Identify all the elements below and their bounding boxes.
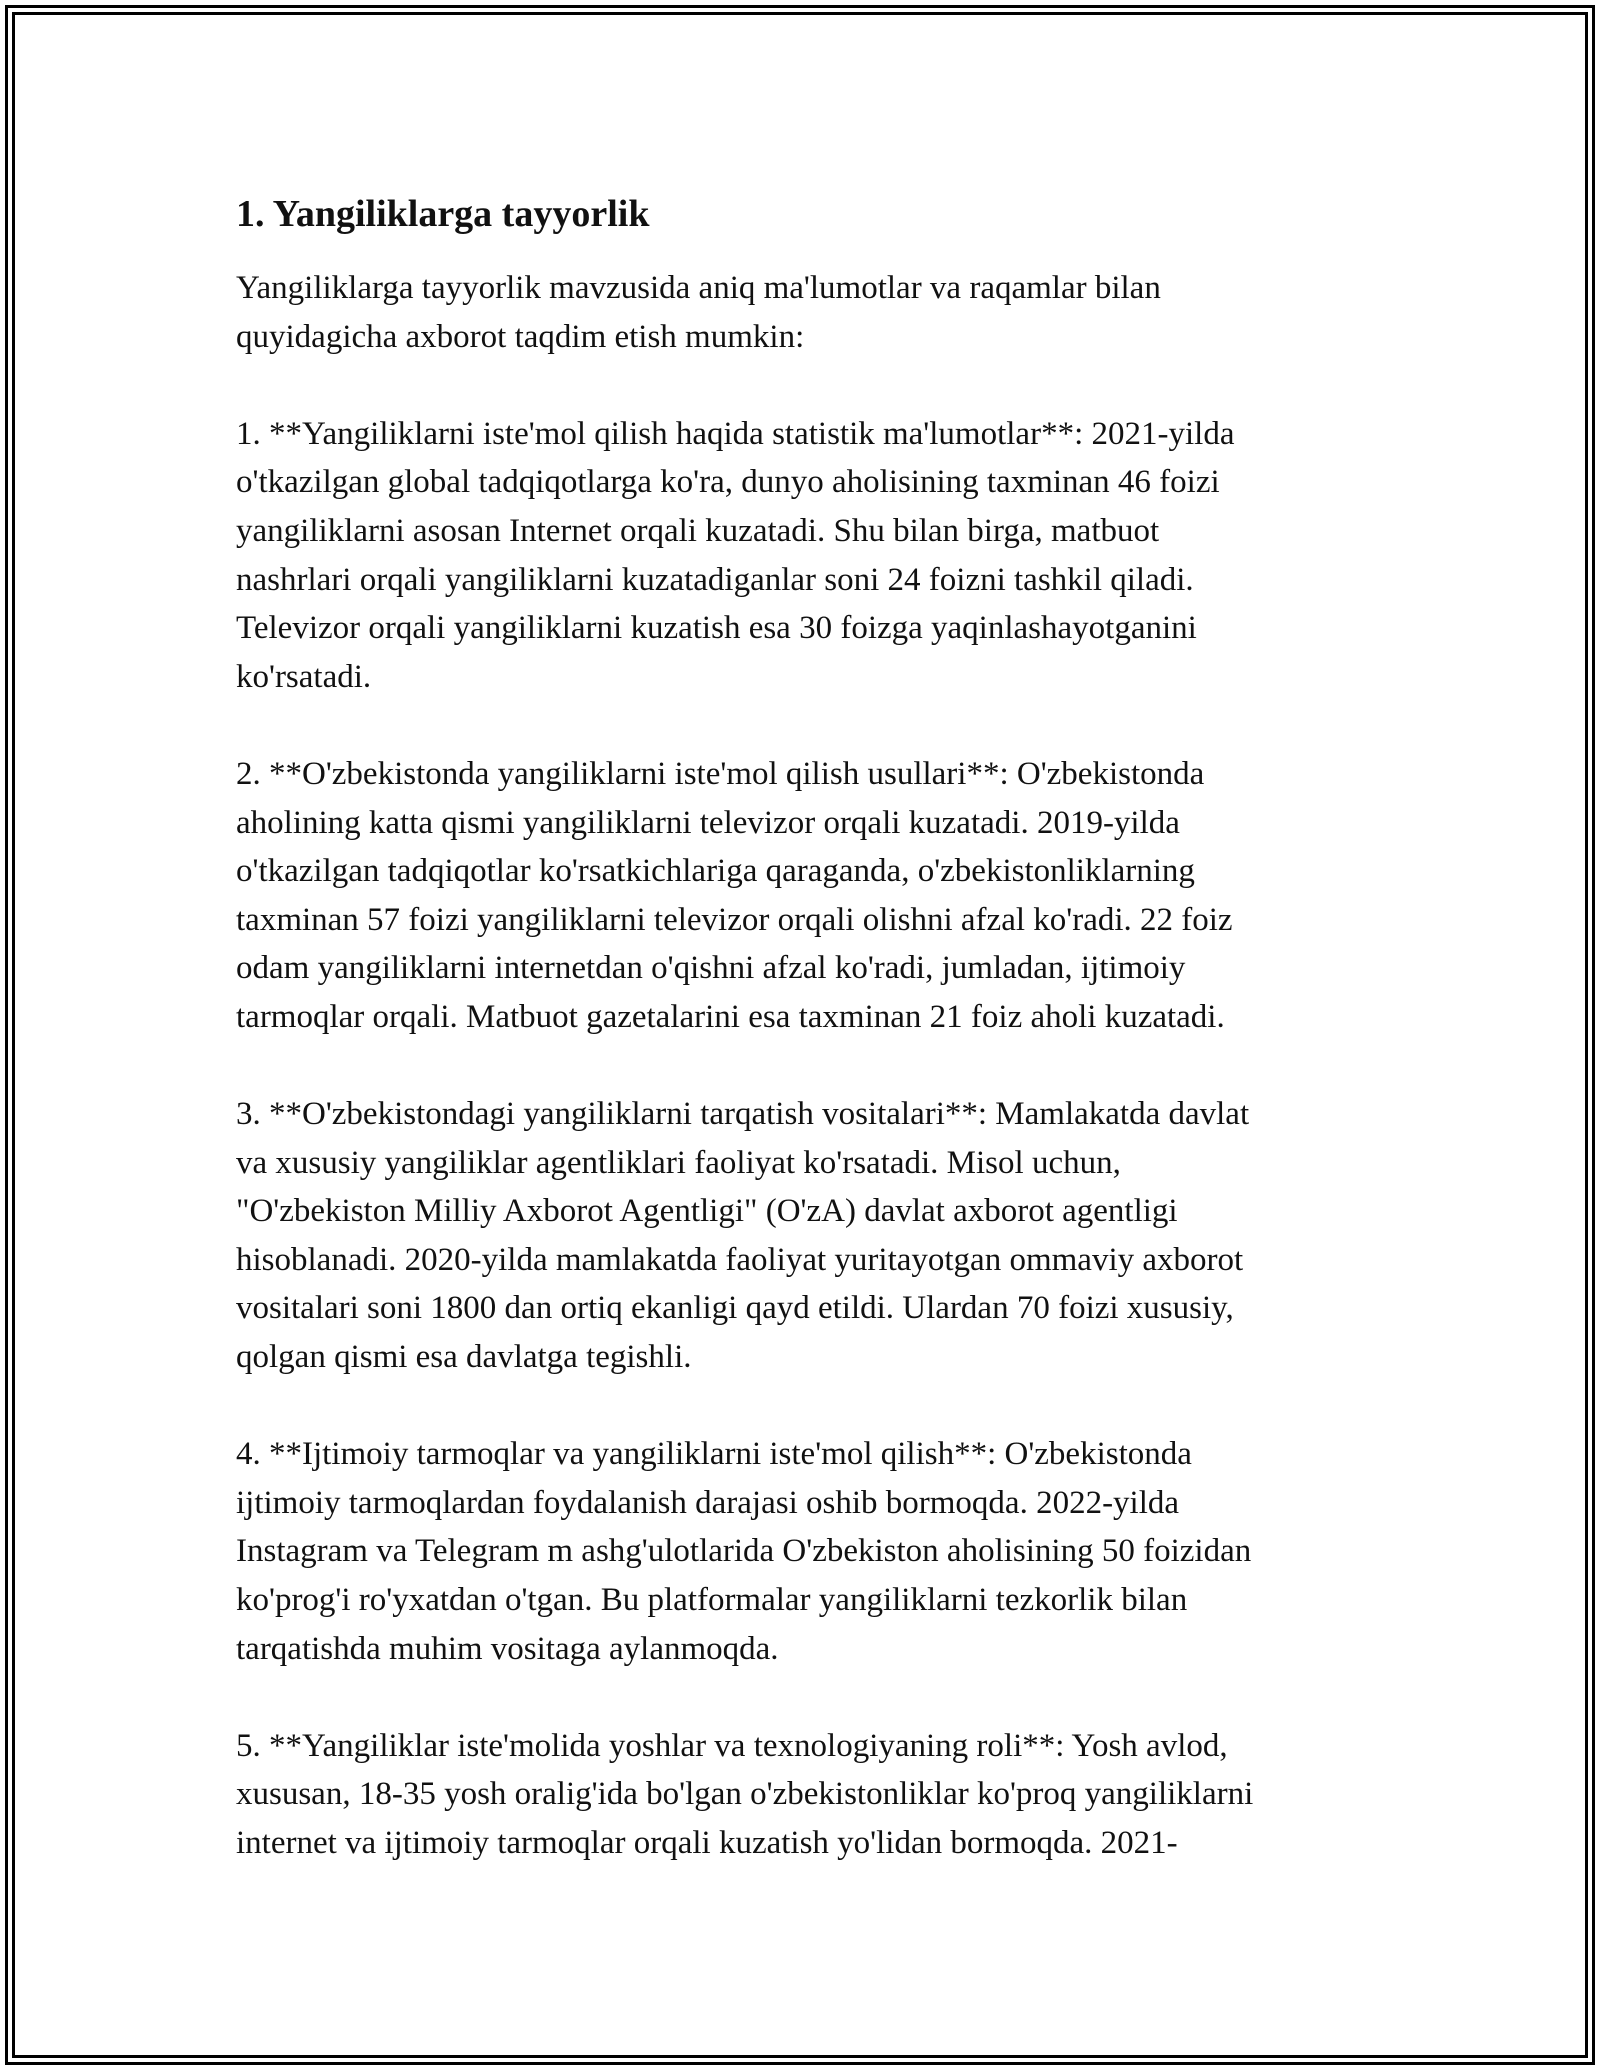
intro-paragraph: Yangiliklarga tayyorlik mavzusida aniq ma'lumotlar va raqamlar bilan quyidagicha axborot taqdim etish mumkin: xyxy=(236,270,1161,355)
document-page xyxy=(236,188,1376,1916)
paragraph-3: 3. **O'zbekistondagi yangiliklarni tarqatish vositalari**: Mamlakatda davlat va xususiy yangiliklar agentliklari faoliyat ko'rsatadi. Misol uchun, "O'zbekiston Milliy Axborot Agentligi" (O'zA) davlat axborot agentligi hisoblanadi. 2020-yilda mamlakatda faoliyat yuritayotgan ommaviy axborot vositalari soni 1800 dan ortiq ekanligi qayd etildi. Ulardan 70 foizi xususiy, qolgan qismi esa davlatga tegishli. xyxy=(236,1096,1250,1376)
paragraph-2: 2. **O'zbekistonda yangiliklarni iste'mol qilish usullari**: O'zbekistonda aholining katta qismi yangiliklarni televizor orqali kuzatadi. 2019-yilda o'tkazilgan tadqiqotlar ko'rsatkichlariga qaraganda, o'zbekistonliklarning taxminan 57 foizi yangiliklarni televizor orqali olishni afzal ko'radi. 22 foiz odam yangiliklarni internetdan o'qishni afzal ko'radi, jumladan, ijtimoiy tarmoqlar orqali. Matbuot gazetalarini esa taxminan 21 foiz aholi kuzatadi. xyxy=(236,755,1233,1035)
document-title: 1. Yangiliklarga tayyorlik xyxy=(236,193,650,235)
paragraph-5: 5. **Yangiliklar iste'molida yoshlar va texnologiyaning roli**: Yosh avlod, xususan, 18-35 yosh oralig'ida bo'lgan o'zbekistonliklar ko'proq yangiliklarni internet va ijtimoiy tarmoqlar orqali kuzatish yo'lidan bormoqda. 2021- xyxy=(236,1727,1254,1861)
paragraph-4: 4. **Ijtimoiy tarmoqlar va yangiliklarni iste'mol qilish**: O'zbekistonda ijtimoiy tarmoqlardan foydalanish darajasi oshib bormoqda. 2022-yilda Instagram va Telegram m ashg'ulotlarida O'zbekiston aholisining 50 foizidan ko'prog'i ro'yxatdan o'tgan. Bu platformalar yangiliklarni tezkorlik bilan tarqatishda muhim vositaga aylanmoqda. xyxy=(236,1436,1252,1667)
paragraph-1: 1. **Yangiliklarni iste'mol qilish haqida statistik ma'lumotlar**: 2021-yilda o'tkazilgan global tadqiqotlarga ko'ra, dunyo aholisining taxminan 46 foizi yangiliklarni asosan Internet orqali kuzatadi. Shu bilan birga, matbuot nashrlari orqali yangiliklarni kuzatadiganlar soni 24 foizni tashkil qiladi. Televizor orqali yangiliklarni kuzatish esa 30 foizga yaqinlashayotganini ko'rsatadi. xyxy=(236,415,1235,695)
